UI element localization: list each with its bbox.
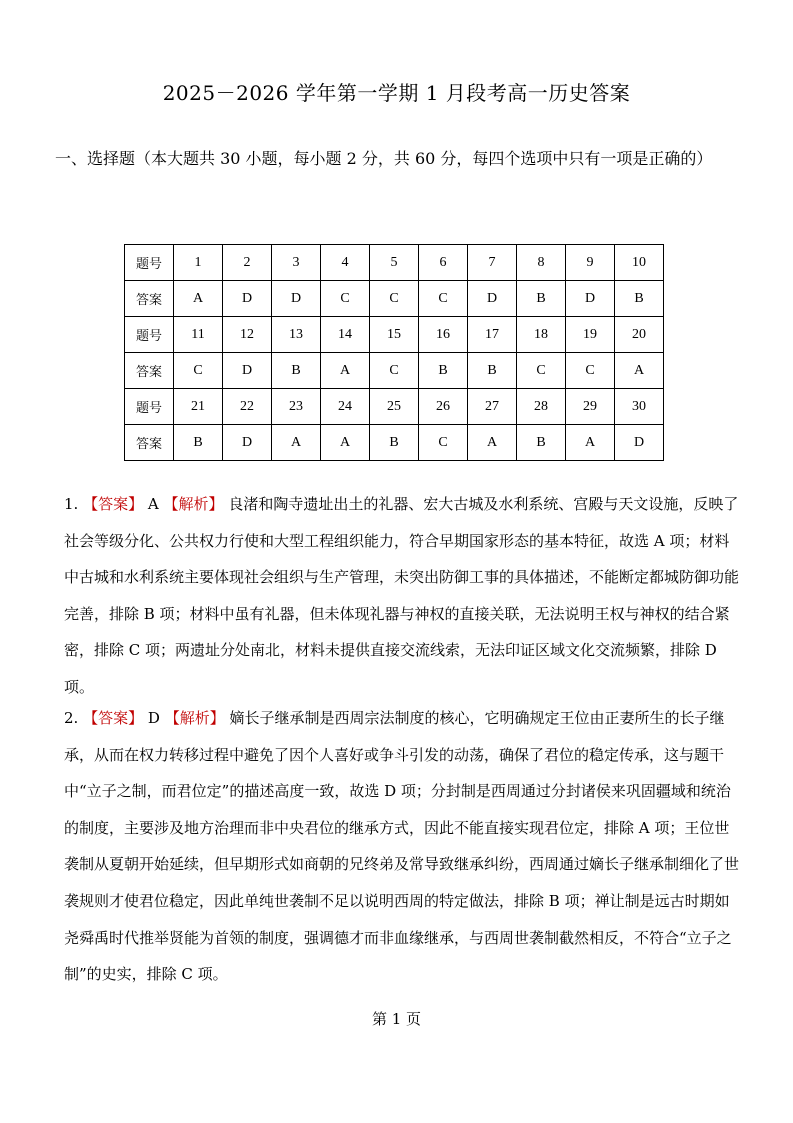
row-label: 题号: [125, 317, 174, 353]
table-cell: 21: [174, 389, 223, 425]
table-cell: A: [272, 425, 321, 461]
row-label: 答案: [125, 281, 174, 317]
answer-letter: D: [147, 709, 160, 727]
table-cell: 19: [566, 317, 615, 353]
table-cell: C: [517, 353, 566, 389]
analysis-text: 嫡长子继承制是西周宗法制度的核心，它明确规定王位由正妻所生的长子继承，从而在权力转移过程中避免了因个人喜好或争斗引发的动荡，确保了君位的稳定传承，这与题干中“立子之制，而君位定”的描述高度一致，故选 D 项；分封制是西周通过分封诸侯来巩固疆域和统治的制度，主要涉及地方治理而非中央君位的继承方式，因此不能直接实现君位定，排除 A 项；王位世袭制从夏朝开始延续，但早期形式如商朝的兄终弟及常导致继承纠纷，西周通过嫡长子继承制细化了世袭规则才使君位稳定，因此单纯世袭制不足以说明西周的特定做法，排除 B 项；禅让制是远古时期如尧舜禹时代推举贤能为首领的制度，强调德才而非血缘继承，与西周世袭制截然相反，不符合“立子之制”的史实，排除 C 项。: [64, 709, 740, 984]
table-cell: B: [517, 281, 566, 317]
table-cell: C: [370, 281, 419, 317]
table-cell: B: [468, 353, 517, 389]
table-cell: A: [566, 425, 615, 461]
table-row: [125, 281, 664, 317]
table-cell: 12: [223, 317, 272, 353]
row-label: 答案: [125, 353, 174, 389]
table-cell: 6: [419, 245, 468, 281]
table-cell: A: [321, 425, 370, 461]
table-cell: D: [468, 281, 517, 317]
table-cell: B: [517, 425, 566, 461]
answer-key-table: [124, 244, 664, 461]
table-cell: 5: [370, 245, 419, 281]
item-number: 2.: [64, 709, 79, 727]
row-label: 题号: [125, 245, 174, 281]
table-cell: D: [272, 281, 321, 317]
table-cell: C: [174, 353, 223, 389]
table-row: [125, 317, 664, 353]
table-cell: 8: [517, 245, 566, 281]
table-cell: C: [566, 353, 615, 389]
table-cell: D: [223, 281, 272, 317]
table-row: [125, 353, 664, 389]
document-title: 2025－2026 学年第一学期 1 月段考高一历史答案: [162, 81, 631, 105]
table-cell: 26: [419, 389, 468, 425]
table-cell: 29: [566, 389, 615, 425]
table-cell: 13: [272, 317, 321, 353]
table-cell: 25: [370, 389, 419, 425]
table-cell: 24: [321, 389, 370, 425]
table-cell: 16: [419, 317, 468, 353]
page-number: 第 1 页: [371, 1010, 422, 1028]
answer-tag: 【答案】: [83, 495, 144, 513]
item-number: 1.: [64, 495, 79, 513]
table-cell: C: [419, 281, 468, 317]
table-cell: A: [615, 353, 664, 389]
table-cell: 20: [615, 317, 664, 353]
analysis-tag: 【解析】: [164, 709, 225, 727]
table-cell: D: [615, 425, 664, 461]
table-cell: 18: [517, 317, 566, 353]
table-cell: D: [223, 425, 272, 461]
table-cell: C: [419, 425, 468, 461]
table-cell: 4: [321, 245, 370, 281]
table-cell: C: [321, 281, 370, 317]
row-label: 题号: [125, 389, 174, 425]
table-cell: D: [566, 281, 615, 317]
analysis-tag: 【解析】: [163, 495, 224, 513]
table-cell: 27: [468, 389, 517, 425]
table-cell: B: [174, 425, 223, 461]
table-cell: B: [419, 353, 468, 389]
table-cell: 28: [517, 389, 566, 425]
table-cell: C: [370, 353, 419, 389]
table-cell: B: [370, 425, 419, 461]
table-cell: A: [174, 281, 223, 317]
table-cell: 9: [566, 245, 615, 281]
table-cell: 17: [468, 317, 517, 353]
answer-explanation-2: [64, 700, 742, 993]
table-cell: A: [468, 425, 517, 461]
table-cell: 14: [321, 317, 370, 353]
table-cell: 15: [370, 317, 419, 353]
analysis-text: 良渚和陶寺遗址出土的礼器、宏大古城及水利系统、宫殿与天文设施，反映了社会等级分化、公共权力行使和大型工程组织能力，符合早期国家形态的基本特征，故选 A 项；材料中古城和水利系统主要体现社会组织与生产管理，未突出防御工事的具体描述，不能断定都城防御功能完善，排除 B 项；材料中虽有礼器，但未体现礼器与神权的直接关联，无法说明王权与神权的结合紧密，排除 C 项；两遗址分处南北，材料未提供直接交流线索，无法印证区域文化交流频繁，排除 D 项。: [64, 495, 740, 696]
table-cell: 22: [223, 389, 272, 425]
answer-tag: 【答案】: [83, 709, 144, 727]
table-cell: 30: [615, 389, 664, 425]
table-row: [125, 389, 664, 425]
table-cell: 1: [174, 245, 223, 281]
table-cell: 7: [468, 245, 517, 281]
table-cell: 23: [272, 389, 321, 425]
answer-letter: A: [147, 495, 159, 513]
table-cell: 11: [174, 317, 223, 353]
row-label: 答案: [125, 425, 174, 461]
table-cell: 3: [272, 245, 321, 281]
answer-explanation-1: [64, 486, 742, 706]
table-cell: A: [321, 353, 370, 389]
table-cell: 10: [615, 245, 664, 281]
table-cell: B: [272, 353, 321, 389]
table-row: [125, 425, 664, 461]
table-cell: D: [223, 353, 272, 389]
table-cell: B: [615, 281, 664, 317]
section-heading: 一、选择题（本大题共 30 小题，每小题 2 分，共 60 分，每四个选项中只有一项是正确的）: [55, 149, 713, 168]
table-cell: 2: [223, 245, 272, 281]
table-row: [125, 245, 664, 281]
